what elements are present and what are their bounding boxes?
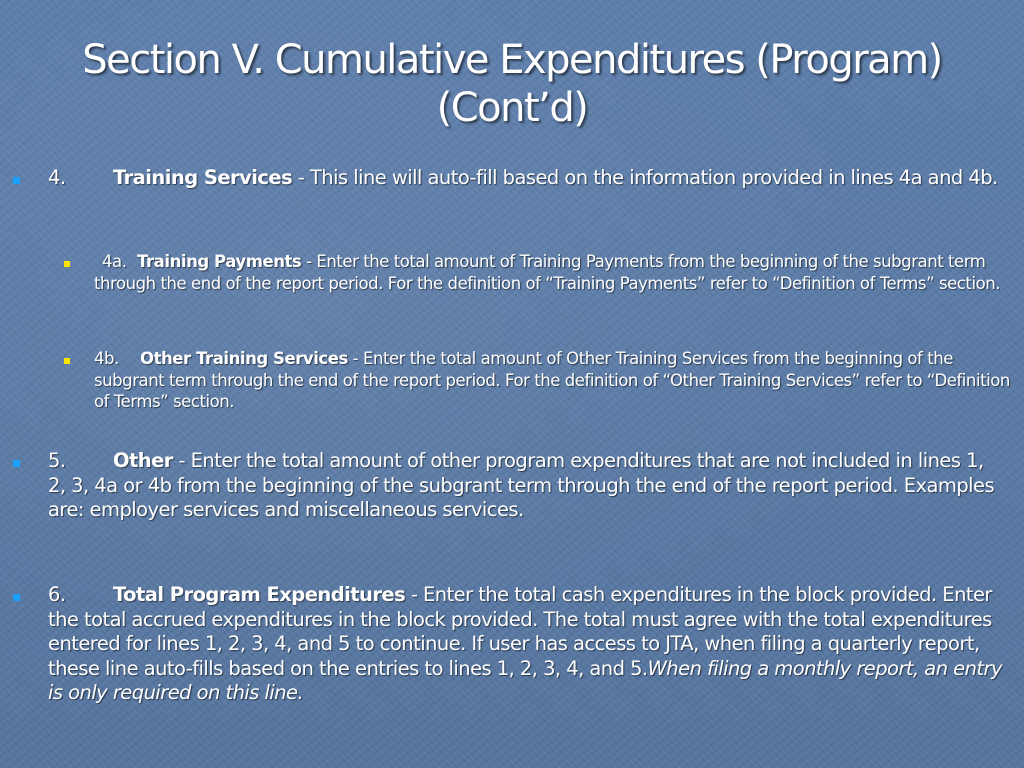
item-text: - Enter the total amount of Other Training Services from the beginning of the subgrant term through the end of the report period. For the definition of “Other Training Services” refer to “Definition of Terms” section.	[94, 349, 1010, 411]
item-term: Training Payments	[137, 252, 302, 271]
small-square-bullet-icon	[64, 261, 70, 267]
list-item-4a	[94, 251, 1006, 294]
list-item-5	[48, 449, 998, 523]
item-number: 4.	[48, 166, 66, 189]
item-number: 4a.	[102, 252, 127, 271]
square-bullet-icon	[13, 460, 20, 467]
list-item-4	[48, 166, 998, 191]
item-text: - Enter the total amount of Training Payments from the beginning of the subgrant term through the end of the report period. For the definition of “Training Payments” refer to “Definition of Terms” section.	[94, 252, 1001, 293]
list-item-6	[48, 583, 1014, 706]
title-line-1: Section V. Cumulative Expenditures (Program)	[82, 37, 942, 83]
item-number: 5.	[48, 449, 66, 472]
item-text: - Enter the total cash expenditures in the block provided. Enter the total accrued expenditures in the block provided. The total must agree with the total expenditures entered for lines 1, 2, 3, 4, and 5 to continue. If user has access to JTA, when filing a quarterly report, these line auto-fills based on the entries to lines 1, 2, 3, 4, and 5.	[48, 583, 992, 680]
title-line-2: (Cont’d)	[436, 85, 588, 131]
item-number: 4b.	[94, 349, 119, 368]
item-text: - This line will auto-fill based on the information provided in lines 4a and 4b.	[292, 166, 998, 189]
item-term: Total Program Expenditures	[113, 583, 406, 606]
small-square-bullet-icon	[64, 358, 70, 364]
list-item-4b	[94, 348, 1016, 413]
item-number: 6.	[48, 583, 66, 606]
item-term: Other	[113, 449, 173, 472]
slide-title	[20, 36, 1004, 132]
square-bullet-icon	[13, 177, 20, 184]
item-text: - Enter the total amount of other program expenditures that are not included in lines 1, 2, 3, 4a or 4b from the beginning of the subgrant term through the end of the report period. Examples are: employer services and miscellaneous services.	[48, 449, 995, 521]
item-term: Other Training Services	[140, 349, 348, 368]
item-term: Training Services	[113, 166, 293, 189]
item-italic-note: When filing a monthly report, an entry is only required on this line.	[48, 656, 1002, 704]
square-bullet-icon	[13, 594, 20, 601]
